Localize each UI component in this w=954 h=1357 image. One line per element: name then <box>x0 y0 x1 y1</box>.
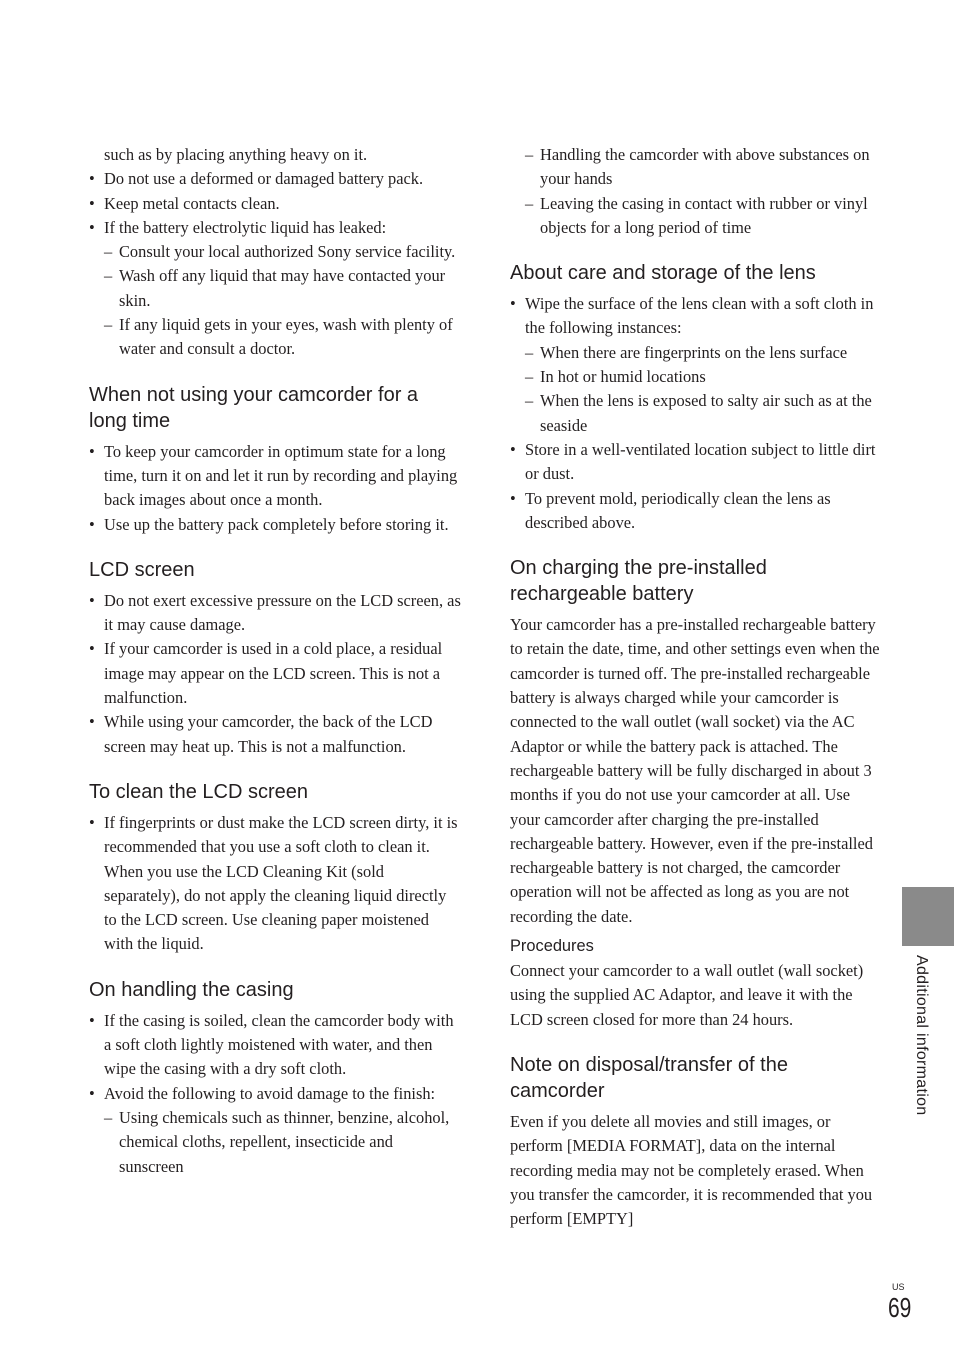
dash-item: – In hot or humid locations <box>510 365 882 389</box>
left-column <box>89 143 461 1179</box>
page-number: 69 <box>888 1292 912 1323</box>
dash-item: – If any liquid gets in your eyes, wash with plenty of water and consult a doctor. <box>89 313 461 362</box>
section-tab-label: Additional information <box>913 955 930 1116</box>
bullet-item: • Use up the battery pack completely before storing it. <box>89 513 461 537</box>
section-heading-clean-lcd: To clean the LCD screen <box>89 780 309 803</box>
body-paragraph: Even if you delete all movies and still images, or perform [MEDIA FORMAT], data on the internal recording media may not be completely erased. When you transfer the camcorder, it is recommended that you perform [EMPTY] <box>510 1111 873 1229</box>
dash-item: – Leaving the casing in contact with rubber or vinyl objects for a long period of time <box>510 192 882 241</box>
section-heading-disposal: Note on disposal/transfer of the camcorder <box>510 1053 788 1102</box>
section-tab <box>902 887 954 946</box>
bullet-item: • Do not exert excessive pressure on the LCD screen, as it may cause damage. <box>89 589 461 638</box>
dash-item: – When the lens is exposed to salty air such as at the seaside <box>510 389 882 438</box>
bullet-item: • To prevent mold, periodically clean the lens as described above. <box>510 487 882 536</box>
section-heading-long-time: When not using your camcorder for a long time <box>89 383 419 432</box>
bullet-item: • If the casing is soiled, clean the camcorder body with a soft cloth lightly moistened with water, and then wipe the casing with a dry soft cloth. <box>89 1009 461 1082</box>
bullet-item: • While using your camcorder, the back of the LCD screen may heat up. This is not a malfunction. <box>89 710 461 759</box>
bullet-item: • If your camcorder is used in a cold place, a residual image may appear on the LCD screen. This is not a malfunction. <box>89 637 461 710</box>
bullet-item: • Store in a well-ventilated location subject to little dirt or dust. <box>510 438 882 487</box>
dash-item: – Handling the camcorder with above substances on your hands <box>510 143 882 192</box>
section-heading-casing: On handling the casing <box>89 978 294 1001</box>
bullet-item: • Keep metal contacts clean. <box>89 192 461 216</box>
continued-text: such as by placing anything heavy on it. <box>104 145 368 164</box>
dash-item: – Using chemicals such as thinner, benzine, alcohol, chemical cloths, repellent, insecticide and sunscreen <box>89 1106 461 1179</box>
subheading-procedures: Procedures <box>510 937 594 956</box>
dash-item: – Wash off any liquid that may have contacted your skin. <box>89 264 461 313</box>
bullet-item: • Avoid the following to avoid damage to the finish: <box>89 1082 461 1106</box>
bullet-item: • If fingerprints or dust make the LCD screen dirty, it is recommended that you use a soft cloth to clean it. When you use the LCD Cleaning Kit (sold separately), do not apply the cleaning liquid directly to the LCD screen. Use cleaning paper moistened with the liquid. <box>89 811 461 957</box>
body-paragraph: Your camcorder has a pre-installed rechargeable battery to retain the date, time, and other settings even when the camcorder is turned off. The pre-installed rechargeable battery is always charged while your camcorder is connected to the wall outlet (wall socket) via the AC Adaptor or while the battery pack is attached. The rechargeable battery will be fully discharged in about 3 months if you do not use your camcorder at all. Use your camcorder after charging the pre-installed rechargeable battery. However, even if the pre-installed rechargeable battery is not charged, the camcorder operation will not be affected as long as you are not recording the date. <box>510 615 880 926</box>
section-heading-lens: About care and storage of the lens <box>510 262 816 285</box>
dash-item: – Consult your local authorized Sony service facility. <box>89 240 461 264</box>
body-paragraph: Connect your camcorder to a wall outlet (wall socket) using the supplied AC Adaptor, and leave it with the LCD screen closed for more than 24 hours. <box>510 961 864 1029</box>
bullet-item: • To keep your camcorder in optimum state for a long time, turn it on and let it run by recording and playing back images about once a month. <box>89 440 461 513</box>
bullet-item: • Wipe the surface of the lens clean with a soft cloth in the following instances: <box>510 292 882 341</box>
section-heading-charging: On charging the pre-installed rechargeable battery <box>510 557 767 606</box>
page-region-label: US <box>892 1282 905 1292</box>
section-heading-lcd-screen: LCD screen <box>89 558 195 581</box>
bullet-item: • Do not use a deformed or damaged battery pack. <box>89 167 461 191</box>
bullet-item: • If the battery electrolytic liquid has leaked: <box>89 216 461 240</box>
dash-item: – When there are fingerprints on the lens surface <box>510 341 882 365</box>
right-column <box>510 143 882 1231</box>
